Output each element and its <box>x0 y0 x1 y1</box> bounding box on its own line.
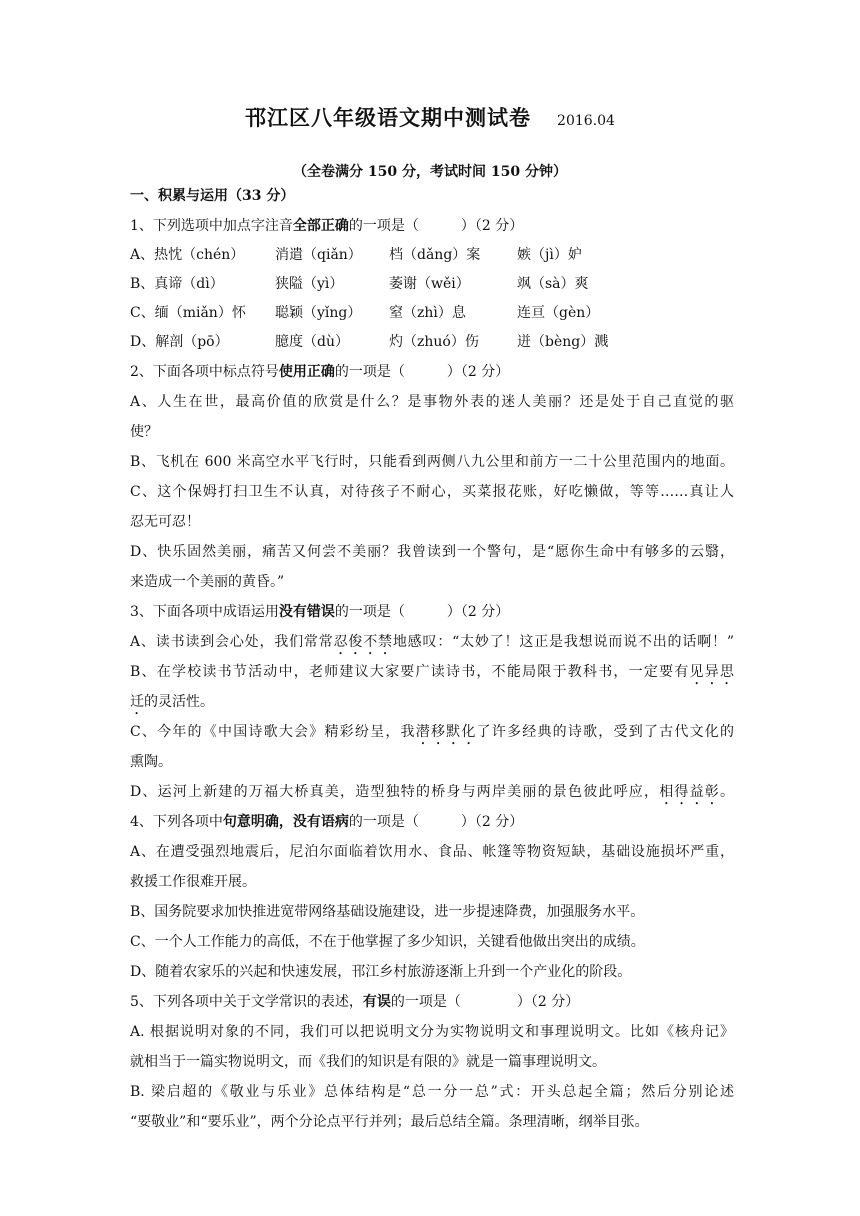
q1-option-a-item: 消遣（qiǎn） <box>275 247 362 263</box>
q1-option-b-item: 萎谢（wěi） <box>389 276 470 292</box>
q3-option-b-text: B、在学校读书节活动中，老师建议大家要广读诗书，不能局限于教科书，一定要有 <box>130 664 690 680</box>
q5-option-a-cont: 就相当于一篇实物说明文，而《我们的知识是有限的》就是一篇事理说明文。 <box>130 1054 606 1070</box>
q2-option-c-cont: 忍无可忍！ <box>130 514 200 530</box>
q1-option-d-item: 臆度（dù） <box>275 334 349 350</box>
q1-option-a-item: A、热忱（chén） <box>130 247 245 263</box>
q3-option-b-idiom-cont: 迁 <box>130 694 144 710</box>
q2-stem-emphasis: 使用正确 <box>278 364 335 380</box>
q1-option-d <box>130 328 734 357</box>
q5-option-a: A. 根据说明对象的不同，我们可以把说明文分为实物说明文和事理说明文。比如《核舟记》 <box>130 1024 734 1040</box>
q5-stem-emphasis: 有误 <box>362 994 391 1010</box>
q5-stem-text: 5、下列各项中关于文学常识的表述， <box>130 994 363 1010</box>
q3-stem-emphasis: 没有错误 <box>278 604 335 620</box>
q2-option-d: D、快乐固然美丽，痛苦又何尝不美丽？我曾读到一个警句，是“愿你生命中有够多的云翳， <box>130 544 734 560</box>
q3-option-b <box>130 657 734 687</box>
q4-stem-tail: 的一项是（ ）（2 分） <box>348 814 524 830</box>
section-heading: 一、积累与运用（33 分） <box>130 188 295 204</box>
exam-subtitle: （全卷满分 150 分，考试时间 150 分钟） <box>293 164 567 180</box>
q3-option-d-text: D、运河上新建的万福大桥真美，造型独特的桥身与两岸美丽的景色彼此呼应， <box>130 784 660 800</box>
q4-option-a-cont: 救援工作很难开展。 <box>130 874 256 890</box>
q2-option-b: B、飞机在 600 米高空水平飞行时，只能看到两侧八九公里和前方一二十公里范围内的地面。 <box>130 454 734 470</box>
q1-option-a <box>130 241 734 270</box>
q2-option-a: A、人生在世，最高价值的欣赏是什么？是事物外表的迷人美丽？还是处于自己直觉的驱 <box>130 394 734 410</box>
q2-stem-tail: 的一项是（ ）（2 分） <box>334 364 510 380</box>
q1-option-c-item: 窒（zhì）息 <box>389 305 466 321</box>
q3-option-a-text: A、读书读到会心处，我们常常 <box>130 634 334 650</box>
q1-option-c <box>130 299 734 328</box>
q1-option-b-item: B、真谛（dì） <box>130 276 224 292</box>
exam-date: 2016.04 <box>557 113 615 129</box>
q1-option-a-item: 嫉（jì）妒 <box>517 247 582 263</box>
q4-stem <box>130 807 734 837</box>
q3-option-b-tail: 的灵活性。 <box>144 694 214 710</box>
q1-option-a-item: 档（dǎng）案 <box>389 247 481 263</box>
q1-stem-tail: 的一项是（ ）（2 分） <box>348 218 524 234</box>
exam-title: 邗江区八年级语文期中测试卷 <box>245 106 532 130</box>
q4-stem-text: 4、下列各项中 <box>130 814 223 830</box>
q3-stem-tail: 的一项是（ ）（2 分） <box>334 604 510 620</box>
q1-stem-text: 1、下列选项中加点字注音 <box>130 218 293 234</box>
q3-option-c-text: C、今年的《中国诗歌大会》精彩纷呈，我 <box>130 724 416 740</box>
q1-option-d-item: 迸（bèng）溅 <box>517 334 609 350</box>
q2-stem-text: 2、下面各项中标点符号 <box>130 364 279 380</box>
q5-option-b-cont: “要敬业”和“要乐业”，两个分论点平行并列；最后总结全篇。条理清晰，纲举目张。 <box>130 1114 649 1130</box>
q3-option-a-tail: 地感叹：“太妙了！这正是我想说而说不出的话啊！” <box>392 634 734 650</box>
q3-option-d-tail: 。 <box>720 784 734 800</box>
q1-option-c-item: 连亘（gèn） <box>517 305 600 321</box>
q1-option-b-item: 狭隘（yì） <box>275 276 344 292</box>
q1-option-d-item: 灼（zhuó）伤 <box>389 334 479 350</box>
q5-stem <box>130 987 734 1017</box>
q1-option-d-item: D、解剖（pō） <box>130 334 229 350</box>
q4-option-c: C、一个人工作能力的高低，不在于他掌握了多少知识，关键看他做出突出的成绩。 <box>130 934 645 950</box>
q3-option-d <box>130 777 734 807</box>
q3-option-a <box>130 627 734 657</box>
q3-stem <box>130 597 734 627</box>
q4-option-d: D、随着农家乐的兴起和快速发展，邗江乡村旅游逐渐上升到一个产业化的阶段。 <box>130 964 632 980</box>
q2-option-a-cont: 使？ <box>130 424 158 440</box>
q1-option-c-item: C、缅（miǎn）怀 <box>130 305 246 321</box>
q3-option-d-idiom: 相得益彰 <box>659 784 720 800</box>
q3-option-b-cont <box>130 687 734 717</box>
q3-option-c-idiom: 潜移默化 <box>415 724 477 740</box>
q5-option-b: B. 梁启超的《敬业与乐业》总体结构是“总一分一总”式：开头总起全篇；然后分别论述 <box>130 1084 734 1100</box>
q1-option-b-item: 飒（sà）爽 <box>517 276 589 292</box>
q1-stem-emphasis: 全部正确 <box>292 218 349 234</box>
question-content <box>130 181 734 1137</box>
q3-option-c-cont: 熏陶。 <box>130 754 172 770</box>
q4-option-a: A、在遭受强烈地震后，尼泊尔面临着饮用水、食品、帐篷等物资短缺，基础设施损坏严重， <box>130 844 734 860</box>
q3-option-a-idiom: 忍俊不禁 <box>333 634 393 650</box>
q1-option-c-item: 聪颖（yǐng） <box>275 305 362 321</box>
q3-option-b-idiom: 见异思 <box>689 664 734 680</box>
q1-stem <box>130 211 734 241</box>
q1-option-b <box>130 270 734 299</box>
q5-stem-tail: 的一项是（ ）（2 分） <box>390 994 580 1010</box>
q4-option-b: B、国务院要求加快推进宽带网络基础设施建设，进一步提速降费，加强服务水平。 <box>130 904 645 920</box>
q3-option-c-tail: 了许多经典的诗歌，受到了古代文化的 <box>476 724 735 740</box>
q3-stem-text: 3、下面各项中成语运用 <box>130 604 279 620</box>
q2-stem <box>130 357 734 387</box>
q4-stem-emphasis: 句意明确，没有语病 <box>222 814 349 830</box>
q3-option-c <box>130 717 734 747</box>
q2-option-d-cont: 来造成一个美丽的黄昏。” <box>130 574 285 590</box>
title-row <box>0 102 860 132</box>
q2-option-c: C、这个保姆打扫卫生不认真，对待孩子不耐心，买菜报花账，好吃懒做，等等……真让人 <box>130 484 734 500</box>
